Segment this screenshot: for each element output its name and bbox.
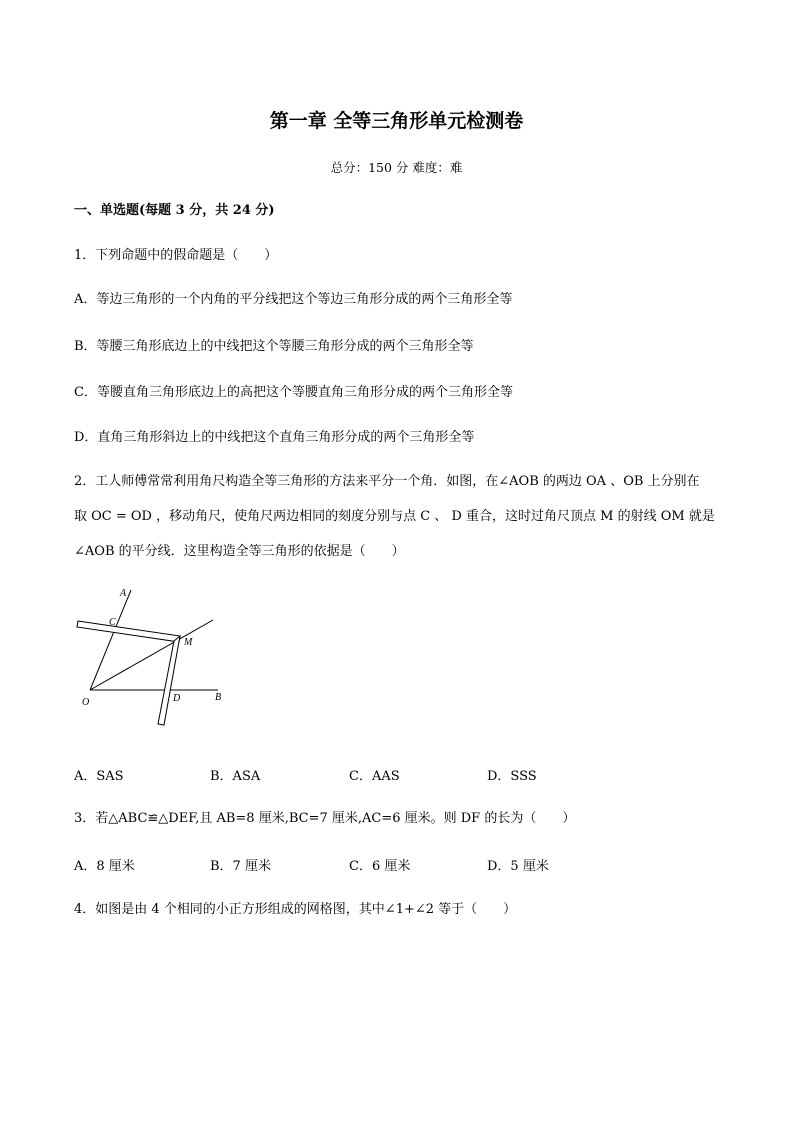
q2-option-c: C．AAS bbox=[349, 769, 400, 784]
score-difficulty: 总分：150 分 难度：难 bbox=[330, 160, 463, 175]
q2-option-d: D．SSS bbox=[487, 769, 537, 784]
label-c: C bbox=[109, 617, 116, 628]
label-b: B bbox=[215, 692, 222, 703]
q2-option-a: A．SAS bbox=[74, 769, 124, 784]
q1-option-c: C．等腰直角三角形底边上的高把这个等腰直角三角形分成的两个三角形全等 bbox=[74, 385, 513, 400]
label-a: A bbox=[120, 588, 127, 599]
q2-option-b: B．ASA bbox=[210, 769, 261, 784]
q1-option-d: D．直角三角形斜边上的中线把这个直角三角形分成的两个三角形全等 bbox=[74, 430, 475, 445]
q2-line3: ∠AOB 的平分线．这里构造全等三角形的依据是（ ） bbox=[74, 544, 405, 559]
section-heading: 一、单选题(每题 3 分，共 24 分) bbox=[74, 203, 275, 218]
q4-stem: 4．如图是由 4 个相同的小正方形组成的网格图，其中∠1+∠2 等于（ ） bbox=[74, 902, 517, 917]
q1-option-a: A．等边三角形的一个内角的平分线把这个等边三角形分成的两个三角形全等 bbox=[74, 292, 513, 307]
label-m: M bbox=[184, 637, 193, 648]
q1-stem: 1．下列命题中的假命题是（ ） bbox=[74, 248, 278, 263]
q2-line1: 2．工人师傅常常利用角尺构造全等三角形的方法来平分一个角．如图，在∠AOB 的两边 OA 、OB 上分别在 bbox=[74, 474, 700, 489]
page-title: 第一章 全等三角形单元检测卷 bbox=[269, 110, 524, 132]
q3-option-d: D．5 厘米 bbox=[487, 859, 549, 874]
q3-option-c: C．6 厘米 bbox=[349, 859, 411, 874]
ruler-arm-1 bbox=[77, 621, 180, 642]
label-d: D bbox=[173, 693, 181, 704]
ray-oa bbox=[90, 590, 131, 690]
q1-option-b: B．等腰三角形底边上的中线把这个等腰三角形分成的两个三角形全等 bbox=[74, 339, 474, 354]
q3-stem: 3．若△ABC≌△DEF,且 AB=8 厘米,BC=7 厘米,AC=6 厘米。则 DF 的长为（ ） bbox=[74, 811, 576, 826]
q2-line2: 取 OC = OD ，移动角尺，使角尺两边相同的刻度分别与点 C 、 D 重合，这时过角尺顶点 M 的射线 OM 就是 bbox=[74, 509, 715, 524]
q3-option-a: A．8 厘米 bbox=[74, 859, 135, 874]
label-o: O bbox=[82, 697, 90, 708]
q3-option-b: B．7 厘米 bbox=[210, 859, 271, 874]
